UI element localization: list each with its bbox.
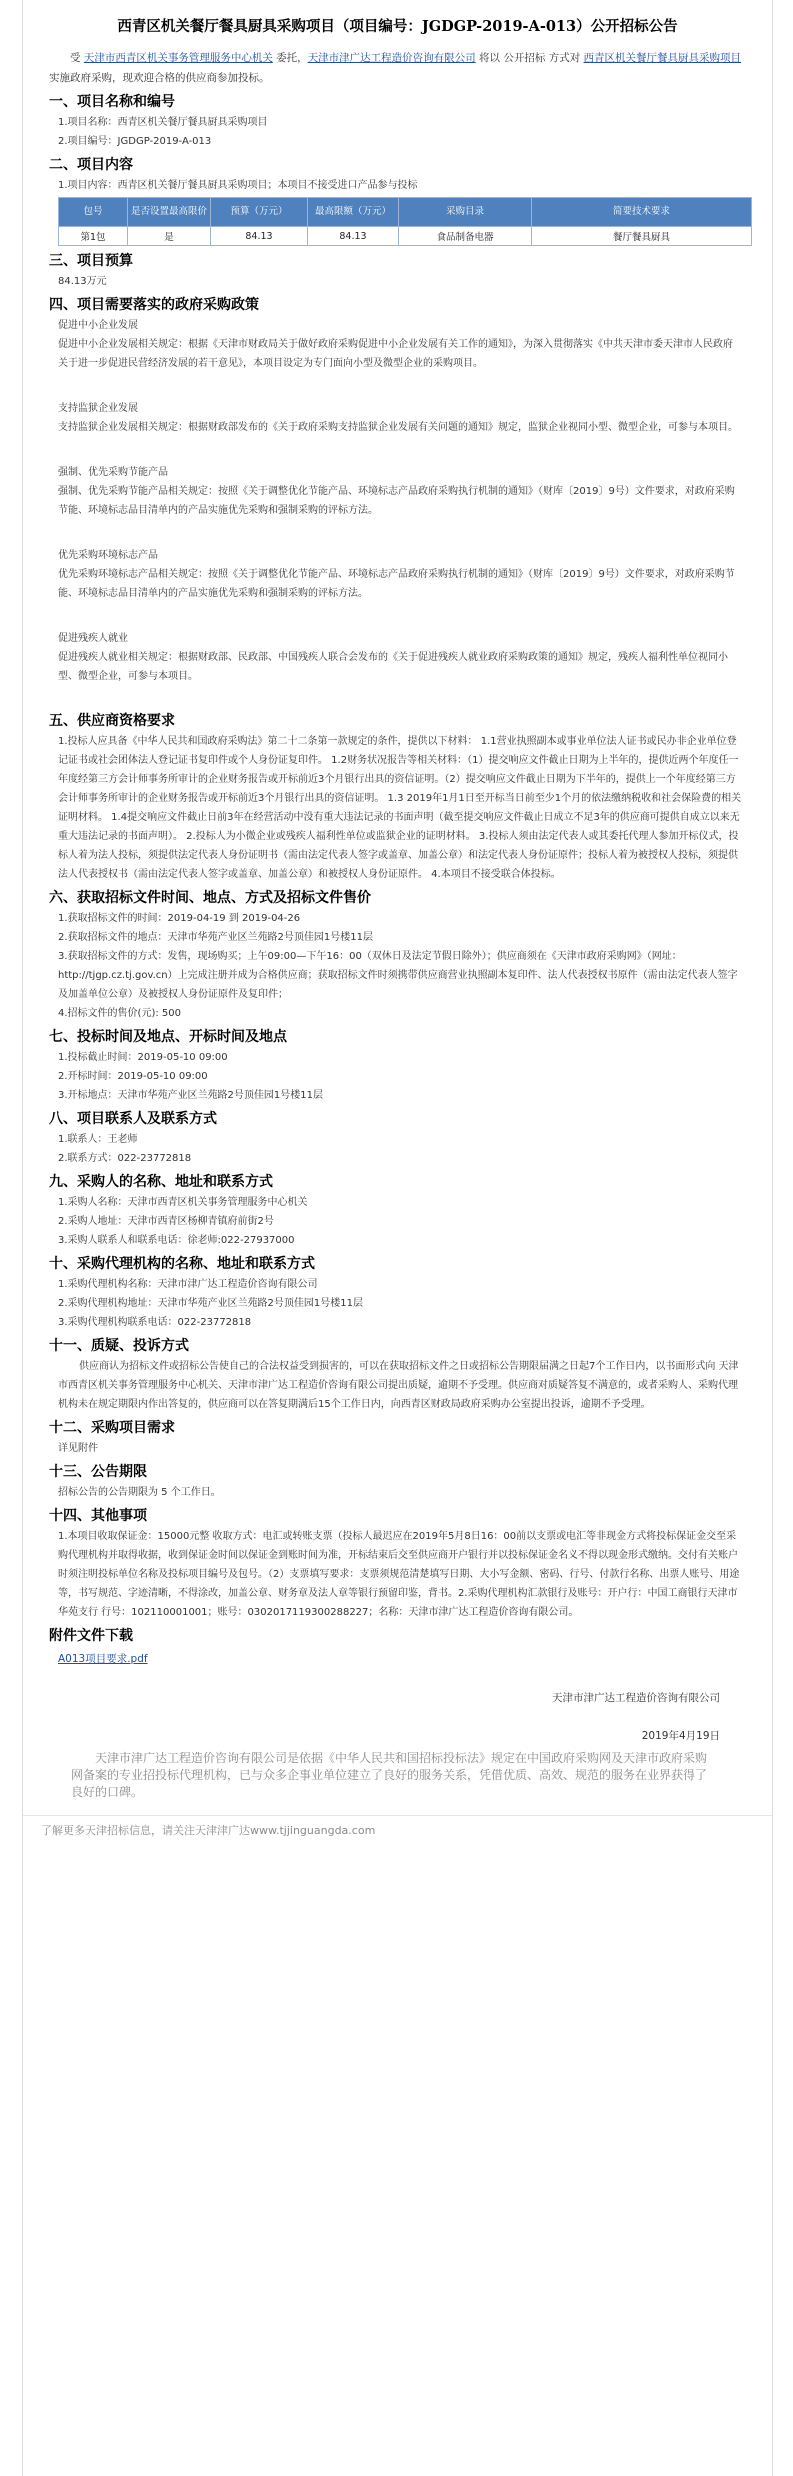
requirements-text: 详见附件 [58, 1443, 98, 1454]
section-heading: 附件文件下载 [49, 1628, 133, 1644]
tender-doc-place: 2.获取招标文件的地点：天津市华苑产业区兰苑路2号顶佳园1号楼11层 [58, 932, 373, 943]
section-heading: 六、获取招标文件时间、地点、方式及招标文件售价 [49, 890, 371, 906]
section-heading: 十二、采购项目需求 [49, 1420, 175, 1436]
tender-doc-time: 1.获取招标文件的时间：2019-04-19 到 2019-04-26 [58, 913, 301, 924]
project-name-line: 1.项目名称：西青区机关餐厅餐具厨具采购项目 [58, 117, 268, 128]
policy-text: 优先采购环境标志产品相关规定：按照《关于调整优化节能产品、环境标志产品政府采购执行机制的通知》（财库〔2019〕9号）文件要求，对政府采购节能、环境标志品目清单内的产品实施优先采购和强制采购的评标方法。 [58, 569, 735, 599]
table-cell: 是 [128, 227, 211, 246]
section-heading: 十四、其他事项 [49, 1508, 147, 1524]
section-heading: 五、供应商资格要求 [49, 713, 175, 729]
notice-period-text: 招标公告的公告期限为 5 个工作日。 [58, 1487, 221, 1498]
intro-text: 受 [70, 52, 84, 64]
table-header: 最高限额（万元） [308, 198, 399, 227]
intro-text: 实施政府采购，现欢迎合格的供应商参加投标。 [49, 72, 270, 84]
table-header: 采购目录 [399, 198, 532, 227]
section-contact [49, 1108, 742, 1168]
section-heading: 二、项目内容 [49, 157, 133, 173]
section-notice-period [49, 1461, 742, 1502]
purchaser-name: 天津市西青区机关事务管理服务中心机关 [83, 52, 273, 64]
complaints-text: 供应商认为招标文件或招标公告使自己的合法权益受到损害的，可以在获取招标文件之日或招标公告期限届满之日起7个工作日内，以书面形式向 天津市西青区机关事务管理服务中心机关、天津市津广达工程造价咨询有限公司提出质疑，逾期不予受理。供应商对质疑答复不满意的，或者采购人、采购代理机构未在规定期限内作出答复的，供应商可以在答复期满后15个工作日内，向西青区财政局政府采购办公室提出投诉，逾期不予受理。 [58, 1361, 739, 1410]
agency-name-line: 1.采购代理机构名称：天津市津广达工程造价咨询有限公司 [58, 1279, 318, 1290]
intro-text: 将以 公开招标 方式对 [475, 52, 584, 64]
section-heading: 四、项目需要落实的政府采购政策 [49, 297, 259, 313]
project-content-line: 1.项目内容：西青区机关餐厅餐具厨具采购项目；本项目不接受进口产品参与投标 [58, 180, 418, 191]
opening-place: 3.开标地点：天津市华苑产业区兰苑路2号顶佳园1号楼11层 [58, 1090, 323, 1101]
footer-description: 天津市津广达工程造价咨询有限公司是依据《中华人民共和国招标投标法》规定在中国政府采购网及天津市政府采购网备案的专业招投标代理机构，已与众多企事业单位建立了良好的服务关系，凭借优质、高效、规范的服务在业界获得了良好的口碑。 [71, 1751, 708, 1799]
announcement-page [22, 0, 773, 2476]
table-cell: 第1包 [59, 227, 128, 246]
policy-title: 优先采购环境标志产品 [58, 550, 158, 561]
other-text: 1.本项目收取保证金：15000元整 收取方式：电汇或转账支票（投标人最迟应在2019年5月8日16：00前以支票或电汇等非现金方式将投标保证金交至采购代理机构并取得收据，收到保证金时间以保证金到账时间为准，开标结束后交至供应商开户银行并以投标保证金名义不得以现金形式缴纳。交付有关账户时须注明投标单位名称及投标项目编号及包号。（2）支票填写要求：支票须规范清楚填写日期、大小写金额、密码、行号、付款行名称、出票人账号、用途等，书写规范、字迹清晰，不得涂改，加盖公章、财务章及法人章等银行预留印鉴，背书。2.采购代理机构汇款银行及账号：开户行：中国工商银行天津市华苑支行 行号：102110001001；账号：0302017119300288227；名称：天津市津广达工程造价咨询有限公司。 [58, 1531, 740, 1618]
qualification-text: 1.投标人应具备《中华人民共和国政府采购法》第二十二条第一款规定的条件，提供以下材料： 1.1营业执照副本或事业单位法人证书或民办非企业单位登记证书或社会团体法人登记证书复印件或个人身份证复印件。 1.2财务状况报告等相关材料：（1）提交响应文件截止日期为上半年的，提供近两个年度任一年度经第三方会计师事务所审计的企业财务报告或开标前近3个月银行出具的资信证明。（2）提交响应文件截止日期为下半年的，提供上一个年度经第三方会计师事务所审计的企业财务报告或开标前近3个月银行出具的资信证明。 1.3 2019年1月1日至开标当日前至少1个月的依法缴纳税收和社会保险费的相关证明材料。 1.4提交响应文件截止日前3年在经营活动中没有重大违法记录的书面声明（截至提交响应文件截止日成立不足3年的供应商可提供自成立以来无重大违法记录的书面声明）。 2.投标人为小微企业或残疾人福利性单位或监狱企业的证明材料。 3.投标人须由法定代表人或其委托代理人参加开标仪式，投标人着为法人投标，须提供法定代表人身份证明书（需由法定代表人签字或盖章、加盖公章）和法定代表人身份证原件；投标人着为被授权人投标，须提供法人代表授权书（需由法定代表人签字或盖章、加盖公章）和被授权人身份证原件。 4.本项目不接受联合体投标。 [58, 736, 742, 880]
tender-doc-price: 4.招标文件的售价(元): 500 [58, 1008, 181, 1019]
table-header-row [59, 198, 752, 227]
policy-title: 促进残疾人就业 [58, 633, 128, 644]
table-header: 简要技术要求 [532, 198, 752, 227]
page-title: 西青区机关餐厅餐具厨具采购项目（项目编号：JGDGP-2019-A-013）公开招标公告 [117, 18, 678, 35]
section-other [49, 1505, 742, 1622]
section-attachment [49, 1625, 742, 1666]
policy-title: 强制、优先采购节能产品 [58, 467, 168, 478]
agency-name: 天津市津广达工程造价咨询有限公司 [307, 52, 476, 64]
purchaser-address: 2.采购人地址：天津市西青区杨柳青镇府前街2号 [58, 1216, 274, 1227]
policy-title: 促进中小企业发展 [58, 320, 138, 331]
section-tender-documents [49, 887, 742, 1023]
policy-text: 促进中小企业发展相关规定：根据《天津市财政局关于做好政府采购促进中小企业发展有关工作的通知》，为深入贯彻落实《中共天津市委天津市人民政府关于进一步促进民营经济发展的若干意见》，本项目设定为专门面向小型及微型企业的采购项目。 [58, 339, 733, 369]
section-heading: 十一、质疑、投诉方式 [49, 1338, 189, 1354]
section-heading: 八、项目联系人及联系方式 [49, 1111, 217, 1127]
table-header: 是否设置最高限价 [128, 198, 211, 227]
contact-person: 1.联系人：王老师 [58, 1134, 138, 1145]
agency-address: 2.采购代理机构地址：天津市华苑产业区兰苑路2号顶佳园1号楼11层 [58, 1298, 363, 1309]
project-code-line: 2.项目编号：JGDGP-2019-A-013 [58, 136, 212, 147]
project-name: 西青区机关餐厅餐具厨具采购项目 [583, 52, 742, 64]
opening-time: 2.开标时间：2019-05-10 09:00 [58, 1071, 208, 1082]
section-heading: 九、采购人的名称、地址和联系方式 [49, 1174, 273, 1190]
section-heading: 三、项目预算 [49, 253, 133, 269]
section-heading: 一、项目名称和编号 [49, 94, 175, 110]
signature: 天津市津广达工程造价咨询有限公司 [552, 1692, 720, 1704]
publish-date: 2019年4月19日 [641, 1730, 720, 1742]
section-heading: 十、采购代理机构的名称、地址和联系方式 [49, 1256, 315, 1272]
table-cell: 食品制备电器 [399, 227, 532, 246]
table-header: 预算（万元） [211, 198, 308, 227]
lot-table [58, 197, 752, 246]
contact-phone: 2.联系方式：022-23772818 [58, 1153, 192, 1164]
intro-paragraph [49, 48, 742, 88]
agency-phone: 3.采购代理机构联系电话：022-23772818 [58, 1317, 252, 1328]
table-header: 包号 [59, 198, 128, 227]
bid-deadline: 1.投标截止时间：2019-05-10 09:00 [58, 1052, 228, 1063]
table-cell: 餐厅餐具厨具 [532, 227, 752, 246]
purchaser-contact: 3.采购人联系人和联系电话：徐老师:022-27937000 [58, 1235, 295, 1246]
section-heading: 七、投标时间及地点、开标时间及地点 [49, 1029, 287, 1045]
policy-text: 支持监狱企业发展相关规定：根据财政部发布的《关于政府采购支持监狱企业发展有关问题的通知》规定，监狱企业视同小型、微型企业，可参与本项目。 [58, 422, 738, 433]
attachment-download-link[interactable]: A013项目要求.pdf [58, 1653, 148, 1665]
table-row [59, 227, 752, 246]
announcement-body [23, 40, 772, 1838]
section-agency [49, 1253, 742, 1332]
intro-text: 委托， [272, 52, 308, 64]
policy-text: 促进残疾人就业相关规定：根据财政部、民政部、中国残疾人联合会发布的《关于促进残疾人就业政府采购政策的通知》规定，残疾人福利性单位视同小型、微型企业，可参与本项目。 [58, 652, 728, 682]
section-bid-opening [49, 1026, 742, 1105]
section-qualifications [49, 710, 742, 884]
tender-doc-method: 3.获取招标文件的方式：发售，现场购买；上午09:00—下午16：00（双休日及法定节假日除外）；供应商须在《天津市政府采购网》（网址：http://tjgp.cz.tj.gov.cn）上完成注册并成为合格供应商；获取招标文件时须携带供应商营业执照副本复印件、法人代表授权书原件（需由法定代表人签字及加盖单位公章）及被授权人身份证原件及复印件； [58, 951, 738, 1000]
table-cell: 84.13 [211, 227, 308, 246]
budget-value: 84.13万元 [58, 276, 107, 287]
section-project-name [49, 91, 742, 151]
policy-text: 强制、优先采购节能产品相关规定：按照《关于调整优化节能产品、环境标志产品政府采购执行机制的通知》（财库〔2019〕9号）文件要求，对政府采购节能、环境标志品目清单内的产品实施优先采购和强制采购的评标方法。 [58, 486, 735, 516]
section-complaints [49, 1335, 742, 1414]
bottom-note: 了解更多天津招标信息，请关注天津津广达www.tjjinguangda.com [41, 1824, 376, 1837]
policy-title: 支持监狱企业发展 [58, 403, 138, 414]
section-purchaser [49, 1171, 742, 1250]
table-cell: 84.13 [308, 227, 399, 246]
section-budget [49, 250, 742, 291]
section-project-content [49, 154, 742, 246]
divider [23, 1815, 772, 1816]
section-requirements [49, 1417, 742, 1458]
section-policies [49, 294, 742, 686]
purchaser-name-line: 1.采购人名称：天津市西青区机关事务管理服务中心机关 [58, 1197, 308, 1208]
section-heading: 十三、公告期限 [49, 1464, 147, 1480]
